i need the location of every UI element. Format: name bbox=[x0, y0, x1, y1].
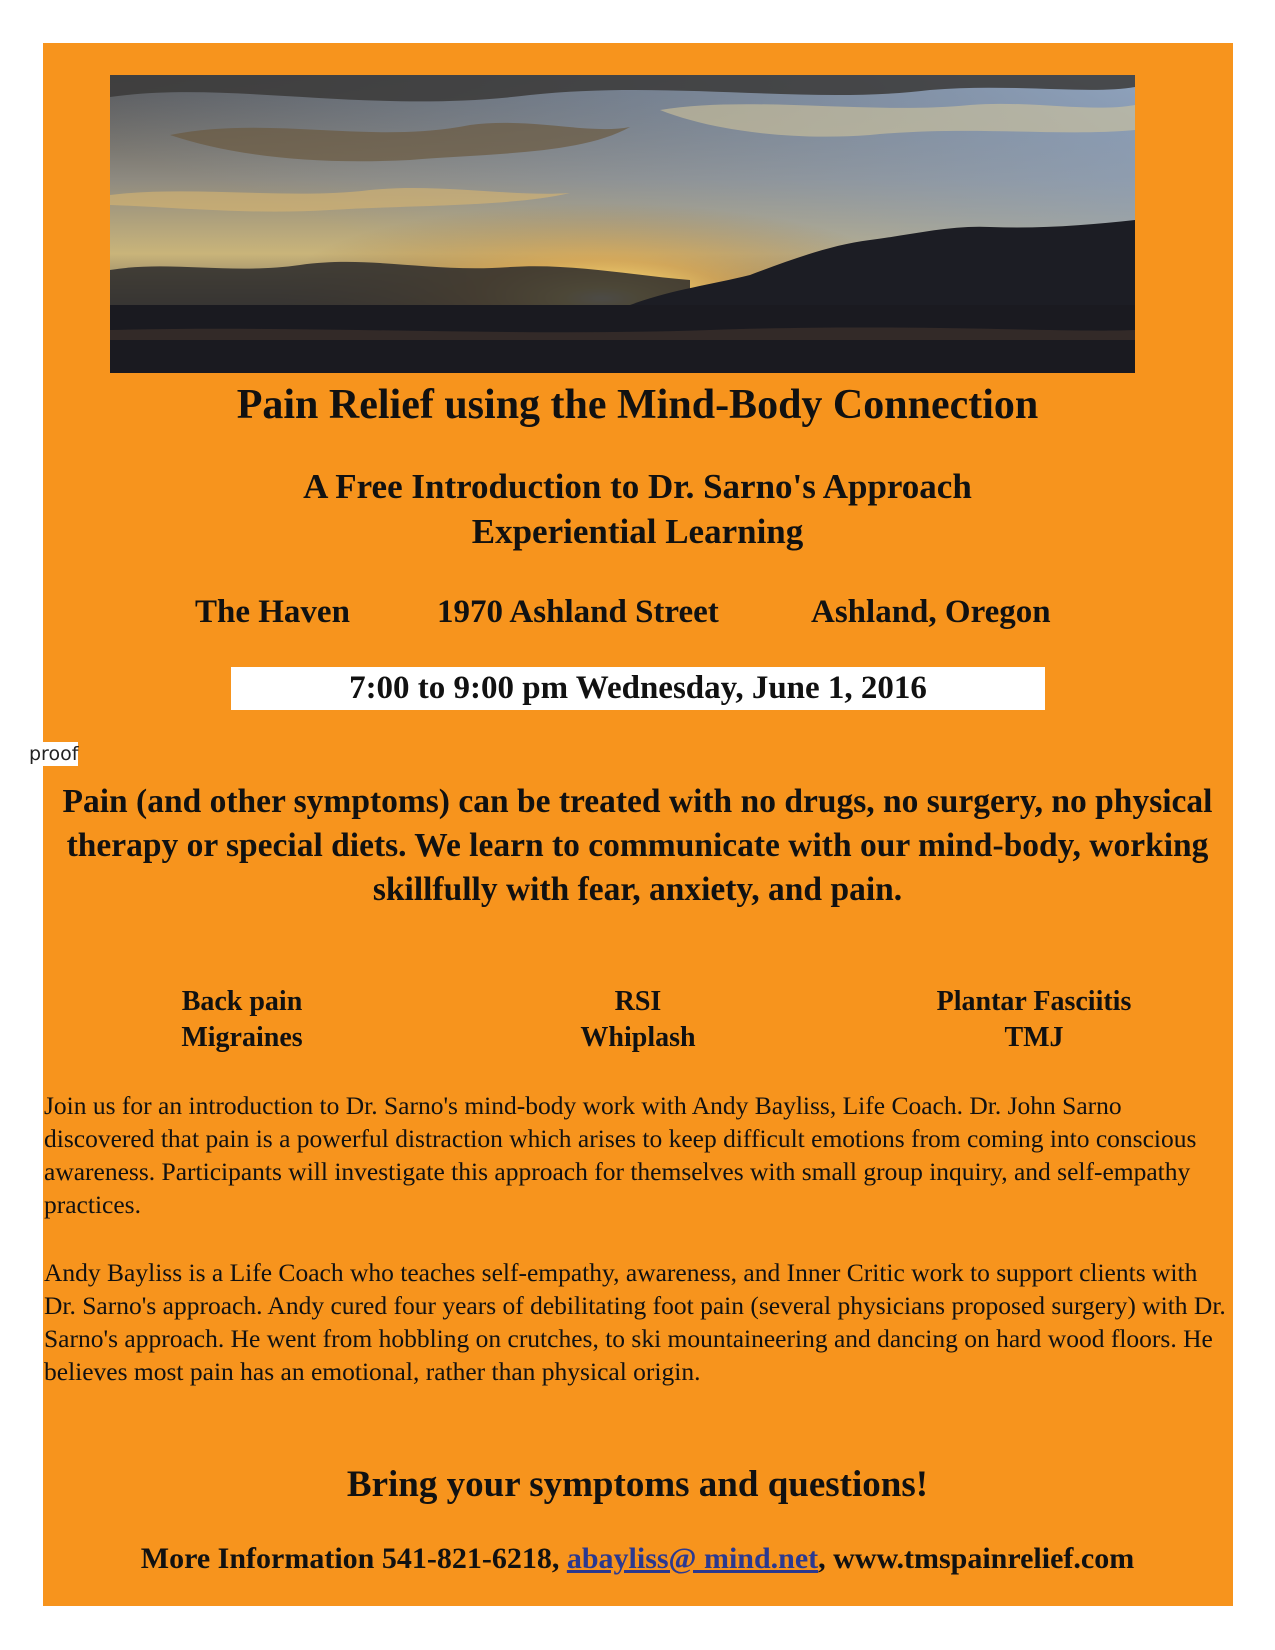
page-title: Pain Relief using the Mind-Body Connection bbox=[236, 382, 1039, 428]
subtitle-line-2: Experiential Learning bbox=[471, 512, 804, 551]
contact-prefix: More Information 541-821-6218, bbox=[140, 1542, 560, 1575]
intro-paragraph: Join us for an introduction to Dr. Sarno's mind-body work with Andy Bayliss, Life Coach. Dr. John Sarno discovered that pain is a powerful distraction which arises to keep difficult emotions from coming into conscious awareness. Participants will investigate this approach for themselves with small group inquiry, and self-empathy practices. bbox=[44, 1091, 1197, 1219]
condition-migraines: Migraines bbox=[181, 1022, 303, 1053]
venue-city: Ashland, Oregon bbox=[811, 594, 1051, 630]
bio-paragraph: Andy Bayliss is a Life Coach who teaches self-empathy, awareness, and Inner Critic work to support clients with Dr. Sarno's approach. Andy cured four years of debilitating foot pain (several physicians proposed surgery) with Dr. Sarno's approach. He went from hobbling on crutches, to ski mountaineering and dancing on hard wood floors. He believes most pain has an emotional, rather than physical origin. bbox=[44, 1258, 1226, 1386]
subtitle-line-1: A Free Introduction to Dr. Sarno's Approach bbox=[303, 467, 972, 506]
condition-whiplash: Whiplash bbox=[580, 1022, 696, 1053]
proof-label: proof bbox=[29, 743, 79, 765]
condition-plantar-fasciitis: Plantar Fasciitis bbox=[936, 986, 1132, 1017]
closing-callout: Bring your symptoms and questions! bbox=[346, 1464, 929, 1505]
condition-rsi: RSI bbox=[614, 986, 662, 1017]
website-text: www.tmspainrelief.com bbox=[833, 1542, 1135, 1575]
condition-tmj: TMJ bbox=[1004, 1022, 1064, 1053]
event-datetime: 7:00 to 9:00 pm Wednesday, June 1, 2016 bbox=[231, 667, 1045, 710]
sunset-image bbox=[110, 75, 1135, 373]
condition-back-pain: Back pain bbox=[181, 986, 303, 1017]
contact-separator: , bbox=[818, 1542, 826, 1575]
email-link[interactable]: abayliss@ mind.net bbox=[566, 1542, 819, 1575]
venue-name: The Haven bbox=[195, 594, 350, 630]
venue-street: 1970 Ashland Street bbox=[437, 594, 719, 630]
lead-statement: Pain (and other symptoms) can be treated with no drugs, no surgery, no physical therapy or special diets. We learn to communicate with our mind-body, working skillfully with fear, anxiety, and pain. bbox=[62, 783, 1213, 908]
contact-line bbox=[0, 1540, 1275, 1578]
sunset-photo bbox=[110, 75, 1135, 373]
